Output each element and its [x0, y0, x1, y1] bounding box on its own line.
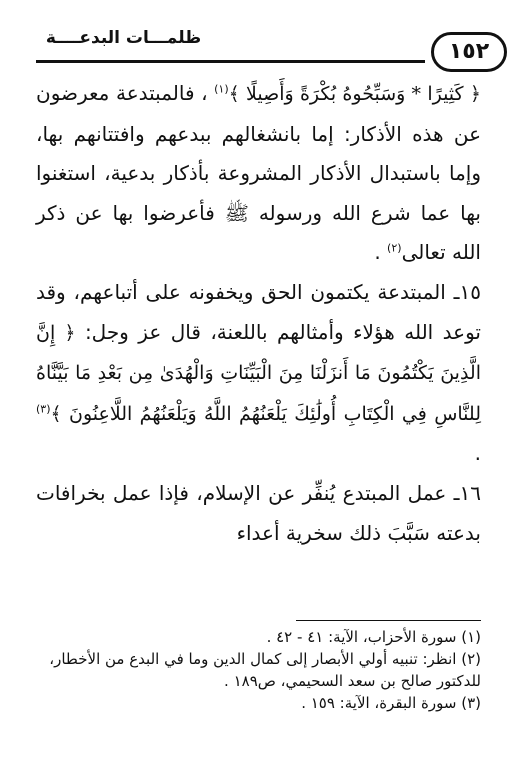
body-text — [36, 74, 481, 553]
page-header — [36, 14, 507, 66]
quran-verse: ﴿ إِنَّ الَّذِينَ يَكْتُمُونَ مَا أَنزَلْنَا مِنَ الْبَيِّنَاتِ وَالْهُدَىٰ مِن بَعْدِ مَا بَيَّنَّاهُ لِلنَّاسِ فِي الْكِتَابِ أُولَٰئِكَ يَلْعَنُهُمُ اللَّهُ وَيَلْعَنُهُمُ اللَّاعِنُونَ ﴾ — [36, 321, 481, 425]
paragraph-tail: . — [474, 441, 481, 466]
footnote-item: (١) سورة الأحزاب، الآية: ٤١ - ٤٢ . — [266, 628, 481, 646]
footnote-item: (٣) سورة البقرة، الآية: ١٥٩ . — [301, 694, 481, 712]
paragraph-16 — [36, 474, 481, 553]
footnote-divider — [296, 620, 481, 621]
footnote-ref: (٣) — [36, 402, 51, 416]
footnote-ref: (١) — [214, 82, 229, 96]
paragraph-text: ١٥ـ المبتدعة يكتمون الحق ويخفونه على أتباعهم، وقد توعد الله هؤلاء وأمثالهم باللعنة، قال عز وجل: — [36, 279, 482, 344]
footnote-item: (٢) انظر: تنبيه أولي الأبصار إلى كمال الدين وما في البدع من الأخطار، للدكتور صالح بن سعد السحيمي، ص١٨٩ . — [49, 650, 481, 690]
paragraph-1 — [36, 74, 481, 273]
paragraph-text: ، فالمبتدعة معرضون عن هذه الأذكار: إما بانشغالهم ببدعهم وافتتانهم بها، وإما باستبدال الأذكار المشروعة بأذكار بدعية، استغنوا بها عما شرع الله ورسوله ﷺ فأعرضوا بها عن ذكر الله تعالى — [36, 81, 481, 265]
page-number: ١٥٢ — [431, 32, 507, 72]
running-title: ظلمـــات البدعــــة — [45, 28, 202, 48]
footnotes — [24, 626, 481, 714]
paragraph-tail: . — [374, 240, 388, 265]
quran-verse: ﴿ كَثِيرًا * وَسَبِّحُوهُ بُكْرَةً وَأَصِيلًا ﴾ — [228, 83, 481, 105]
paragraph-text: ١٦ـ عمل المبتدع يُنفِّر عن الإسلام، فإذا عمل بخرافات بدعته سَبَّبَ ذلك سخرية أعداء — [36, 480, 481, 545]
paragraph-15 — [36, 273, 481, 474]
footnote-ref: (٢) — [387, 241, 402, 255]
header-rule — [36, 60, 425, 63]
